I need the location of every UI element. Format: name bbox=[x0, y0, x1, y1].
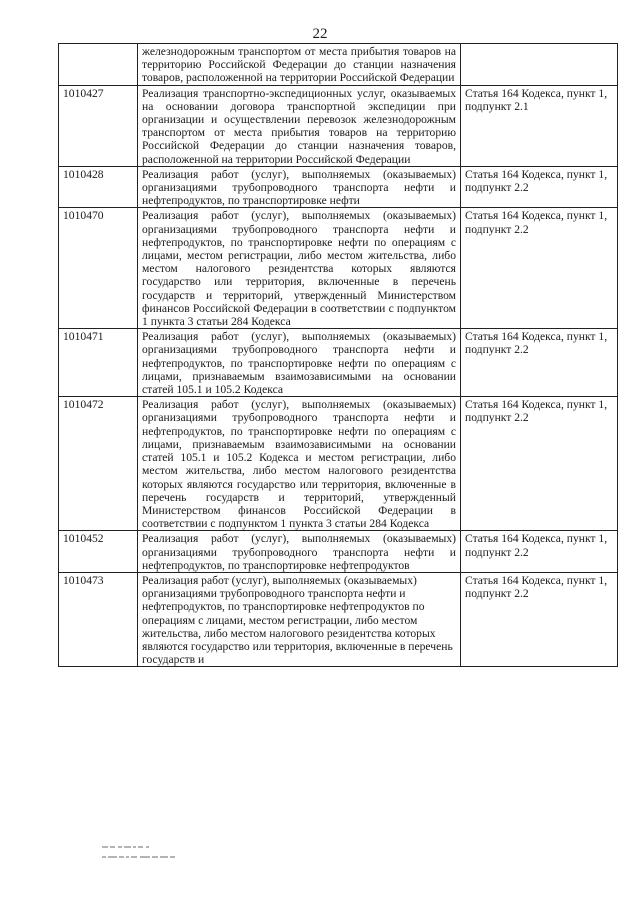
table-row bbox=[59, 531, 618, 573]
operation-description: Реализация работ (услуг), выполняемых (оказываемых) организациями трубопроводного транспорта нефти и нефтепродуктов, по транспортировке нефти по операциям с лицами, признаваемым взаимозависимыми на основании статей 105.1 и 105.2 Кодекса bbox=[138, 329, 461, 397]
code-article-reference: Статья 164 Кодекса, пункт 1, подпункт 2.2 bbox=[461, 572, 618, 666]
operation-description: Реализация работ (услуг), выполняемых (оказываемых) организациями трубопроводного транспорта нефти и нефтепродуктов, по транспортировке нефти по операциям с лицами, местом регистрации, либо местом жительства, либо местом налогового резидентства которых являются государство или территория, включенные в перечень государств и территорий, утвержденный Министерством финансов Российской Федерации в соответствии с подпунктом 1 пункта 3 статьи 284 Кодекса bbox=[138, 208, 461, 329]
operation-code: 1010428 bbox=[59, 166, 138, 208]
operation-code: 1010427 bbox=[59, 85, 138, 166]
table-row bbox=[59, 85, 618, 166]
page-number: 22 bbox=[312, 26, 328, 42]
table-row bbox=[59, 44, 618, 86]
operation-code: 1010472 bbox=[59, 397, 138, 531]
operation-code bbox=[59, 44, 138, 86]
table-row bbox=[59, 572, 618, 666]
operation-code: 1010471 bbox=[59, 329, 138, 397]
code-article-reference: Статья 164 Кодекса, пункт 1, подпункт 2.2 bbox=[461, 329, 618, 397]
operation-description: Реализация работ (услуг), выполняемых (оказываемых) организациями трубопроводного транспорта нефти и нефтепродуктов, по транспортировке нефтепродуктов по операциям с лицами, местом регистрации, либо местом жительства, либо местом налогового резидентства которых являются государство или территория, включенные в перечень государств и bbox=[138, 572, 461, 666]
print-stamp bbox=[100, 842, 240, 864]
code-article-reference: Статья 164 Кодекса, пункт 1, подпункт 2.2 bbox=[461, 208, 618, 329]
operation-description: железнодорожным транспортом от места прибытия товаров на территорию Российской Федерации до станции назначения товаров, расположенной на территории Российской Федерации bbox=[138, 44, 461, 86]
code-article-reference: Статья 164 Кодекса, пункт 1, подпункт 2.1 bbox=[461, 85, 618, 166]
operation-description: Реализация работ (услуг), выполняемых (оказываемых) организациями трубопроводного транспорта нефти и нефтепродуктов, по транспортировке нефти по операциям с лицами, признаваемым взаимозависимыми на основании статей 105.1 и 105.2 Кодекса и местом регистрации, либо местом жительства, либо местом налогового резидентства которых являются государство или территория, включенные в перечень государств и территорий, утвержденный Министерством финансов Российской Федерации в соответствии с подпунктом 1 пункта 3 статьи 284 Кодекса bbox=[138, 397, 461, 531]
code-article-reference: Статья 164 Кодекса, пункт 1, подпункт 2.2 bbox=[461, 166, 618, 208]
operation-codes-table bbox=[58, 43, 618, 667]
code-article-reference: Статья 164 Кодекса, пункт 1, подпункт 2.2 bbox=[461, 531, 618, 573]
code-article-reference bbox=[461, 44, 618, 86]
operation-description: Реализация транспортно-экспедиционных услуг, оказываемых на основании договора транспортной экспедиции при организации и осуществлении перевозок железнодорожным транспортом от места прибытия товаров на территорию Российской Федерации до станции назначения товаров, расположенной на территории Российской Федерации bbox=[138, 85, 461, 166]
table-row bbox=[59, 397, 618, 531]
operation-code: 1010473 bbox=[59, 572, 138, 666]
table-row bbox=[59, 166, 618, 208]
operation-description: Реализация работ (услуг), выполняемых (оказываемых) организациями трубопроводного транспорта нефти и нефтепродуктов, по транспортировке нефти bbox=[138, 166, 461, 208]
table-row bbox=[59, 329, 618, 397]
operation-code: 1010470 bbox=[59, 208, 138, 329]
code-article-reference: Статья 164 Кодекса, пункт 1, подпункт 2.2 bbox=[461, 397, 618, 531]
operation-description: Реализация работ (услуг), выполняемых (оказываемых) организациями трубопроводного транспорта нефти и нефтепродуктов, по транспортировке нефтепродуктов bbox=[138, 531, 461, 573]
operation-code: 1010452 bbox=[59, 531, 138, 573]
table-row bbox=[59, 208, 618, 329]
